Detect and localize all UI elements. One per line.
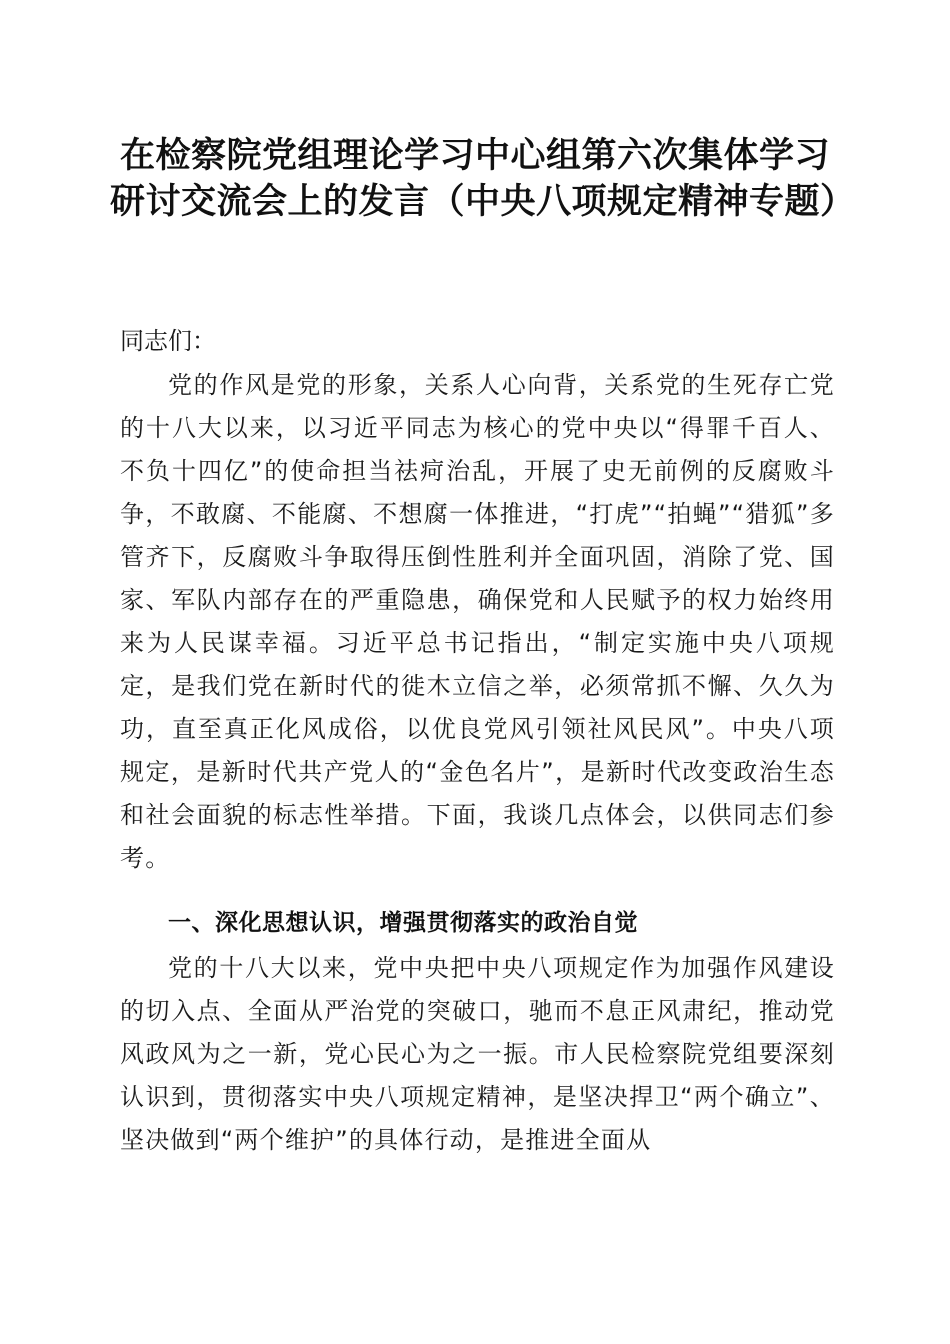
section-heading: 一、深化思想认识，增强贯彻落实的政治自觉 bbox=[168, 910, 638, 936]
body-paragraph: 党的作风是党的形象，关系人心向背，关系党的生死存亡党的十八大以来，以习近平同志为核心的党中央以“得罪千百人、不负十四亿”的使命担当祛疴治乱，开展了史无前例的反腐败斗争，不敢腐、不能腐、不想腐一体推进，“打虎”“拍蝇”“猎狐”多管齐下，反腐败斗争取得压倒性胜利并全面巩固，消除了党、国家、军队内部存在的严重隐患，确保党和人民赋予的权力始终用来为人民谋幸福。习近平总书记指出，“制定实施中央八项规定，是我们党在新时代的徙木立信之举，必须常抓不懈、久久为功，直至真正化风成俗，以优良党风引领社风民风”。中央八项规定，是新时代共产党人的“金色名片”，是新时代改变政治生态和社会面貌的标志性举措。下面，我谈几点体会，以供同志们参考。 bbox=[120, 371, 835, 872]
salutation: 同志们： bbox=[120, 327, 216, 355]
body-paragraph: 党的十八大以来，党中央把中央八项规定作为加强作风建设的切入点、全面从严治党的突破口，驰而不息正风肃纪，推动党风政风为之一新，党心民心为之一振。市人民检察院党组要深刻认识到，贯彻落实中央八项规定精神，是坚决捍卫“两个确立”、坚决做到“两个维护”的具体行动，是推进全面从 bbox=[120, 954, 835, 1154]
document-title: 在检察院党组理论学习中心组第六次集体学习研讨交流会上的发言（中央八项规定精神专题） bbox=[110, 135, 856, 222]
